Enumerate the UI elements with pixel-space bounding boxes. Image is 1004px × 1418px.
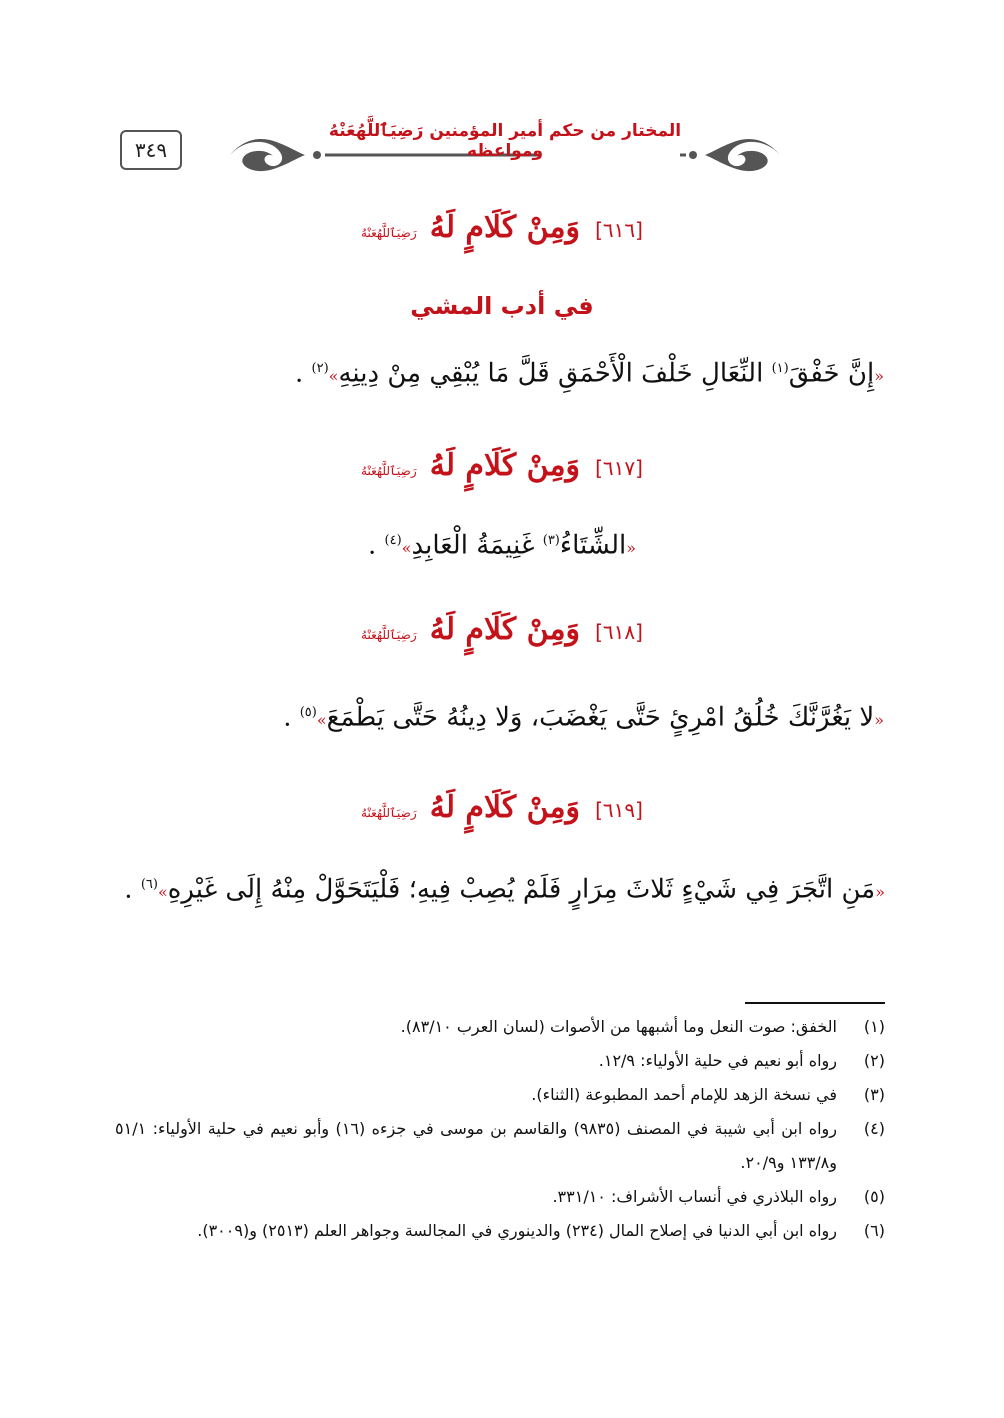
footnote-item bbox=[115, 1044, 885, 1078]
footnote-text: في نسخة الزهد للإمام أحمد المطبوعة (الثناء). bbox=[531, 1085, 837, 1104]
footnote-ref: (١) bbox=[771, 361, 789, 376]
saying-619 bbox=[115, 856, 885, 922]
footnotes bbox=[115, 1010, 885, 1248]
section-title: وَمِنْ كَلَامٍ لَهُ bbox=[429, 612, 581, 647]
section-subtitle: في أدب المشي bbox=[410, 292, 594, 320]
footnote-text: الخفق: صوت النعل وما أشبهها من الأصوات (لسان العرب ٨٣/١٠). bbox=[400, 1017, 837, 1036]
close-quote: » bbox=[401, 538, 412, 558]
section-number: [٦١٧] bbox=[595, 456, 643, 480]
footnote-text: رواه أبو نعيم في حلية الأولياء: ١٢/٩. bbox=[598, 1051, 837, 1070]
footnote-item bbox=[115, 1078, 885, 1112]
open-quote: « bbox=[875, 882, 885, 902]
section-number: [٦١٨] bbox=[595, 620, 643, 644]
footnote-ref: (٢) bbox=[311, 361, 329, 376]
footnote-text: رواه البلاذري في أنساب الأشراف: ٣٣١/١٠. bbox=[552, 1187, 837, 1206]
section-number: [٦١٦] bbox=[595, 218, 643, 242]
open-quote: « bbox=[874, 366, 884, 386]
honorific: رَضِيَٱللَّهُعَنْهُ bbox=[361, 628, 417, 642]
section-title: وَمِنْ كَلَامٍ لَهُ bbox=[429, 790, 581, 825]
footnote-text: رواه ابن أبي شيبة في المصنف (٩٨٣٥) والقاسم بن موسى في جزءه (١٦) وأبو نعيم في حلية الأولياء: ٥١/١ و١٣٣/٨ و٢٠/٩. bbox=[115, 1119, 838, 1172]
footnote-number: (٥) bbox=[863, 1187, 885, 1206]
section-title: وَمِنْ كَلَامٍ لَهُ bbox=[429, 210, 581, 245]
close-quote: » bbox=[328, 366, 339, 386]
footnote-divider bbox=[745, 1002, 885, 1004]
honorific: رَضِيَٱللَّهُعَنْهُ bbox=[361, 464, 417, 478]
period: . bbox=[295, 358, 304, 389]
section-number: [٦١٩] bbox=[595, 798, 643, 822]
footnote-number: (١) bbox=[863, 1017, 885, 1036]
footnote-number: (٢) bbox=[863, 1051, 885, 1070]
footnote-ref: (٣) bbox=[542, 533, 560, 548]
close-quote: » bbox=[316, 710, 327, 730]
running-title: المختار من حكم أمير المؤمنين رَضِيَٱللَّهُعَنْهُ ومواعظه bbox=[328, 121, 682, 161]
saying-text-cont: النِّعَالِ خَلْفَ الْأَحْمَقِ قَلَّ مَا يُبْقِي مِنْ دِينِهِ bbox=[338, 358, 772, 389]
period: . bbox=[283, 702, 292, 733]
section-heading-616 bbox=[120, 210, 884, 245]
saying-text: الشِّتَاءُ bbox=[559, 530, 627, 561]
section-heading-618 bbox=[120, 612, 884, 647]
honorific: رَضِيَٱللَّهُعَنْهُ bbox=[361, 226, 417, 240]
footnote-ref: (٦) bbox=[140, 877, 158, 892]
saying-617 bbox=[120, 512, 884, 578]
period: . bbox=[367, 530, 377, 561]
open-quote: « bbox=[626, 538, 637, 558]
saying-618 bbox=[120, 684, 884, 750]
footnote-ref: (٥) bbox=[299, 705, 317, 720]
section-heading-619 bbox=[120, 790, 884, 825]
page-number: ٣٤٩ bbox=[120, 130, 182, 170]
footnote-number: (٤) bbox=[863, 1119, 885, 1138]
footnote-item bbox=[115, 1010, 885, 1044]
honorific: رَضِيَٱللَّهُعَنْهُ bbox=[361, 806, 417, 820]
section-heading-617 bbox=[120, 448, 884, 483]
open-quote: « bbox=[874, 710, 884, 730]
footnote-number: (٣) bbox=[863, 1085, 885, 1104]
saying-text-cont: غَنِيمَةُ الْعَابِدِ bbox=[411, 530, 543, 561]
saying-text: لا يَغُرَّنَّكَ خُلُقُ امْرِئٍ حَتَّى يَغْضَبَ، وَلا دِينُهُ حَتَّى يَطْمَعَ bbox=[326, 702, 875, 733]
footnote-text: رواه ابن أبي الدنيا في إصلاح المال (٢٣٤) والدينوري في المجالسة وجواهر العلم (٢٥١٣) و(٣٠٠٩). bbox=[197, 1221, 837, 1240]
footnote-item bbox=[115, 1214, 885, 1248]
footnote-ref: (٤) bbox=[384, 533, 402, 548]
footnote-item bbox=[115, 1112, 885, 1180]
saying-616 bbox=[120, 340, 884, 406]
section-title: وَمِنْ كَلَامٍ لَهُ bbox=[429, 448, 581, 483]
period: . bbox=[124, 874, 133, 905]
saying-text: مَنِ اتَّجَرَ فِي شَيْءٍ ثَلاثَ مِرَارٍ فَلَمْ يُصِبْ فِيهِ؛ فَلْيَتَحَوَّلْ مِنْهُ إِلَى غَيْرِهِ bbox=[167, 874, 876, 905]
close-quote: » bbox=[157, 882, 168, 902]
saying-text: إِنَّ خَفْقَ bbox=[788, 358, 875, 389]
footnote-number: (٦) bbox=[863, 1221, 885, 1240]
footnote-item bbox=[115, 1180, 885, 1214]
